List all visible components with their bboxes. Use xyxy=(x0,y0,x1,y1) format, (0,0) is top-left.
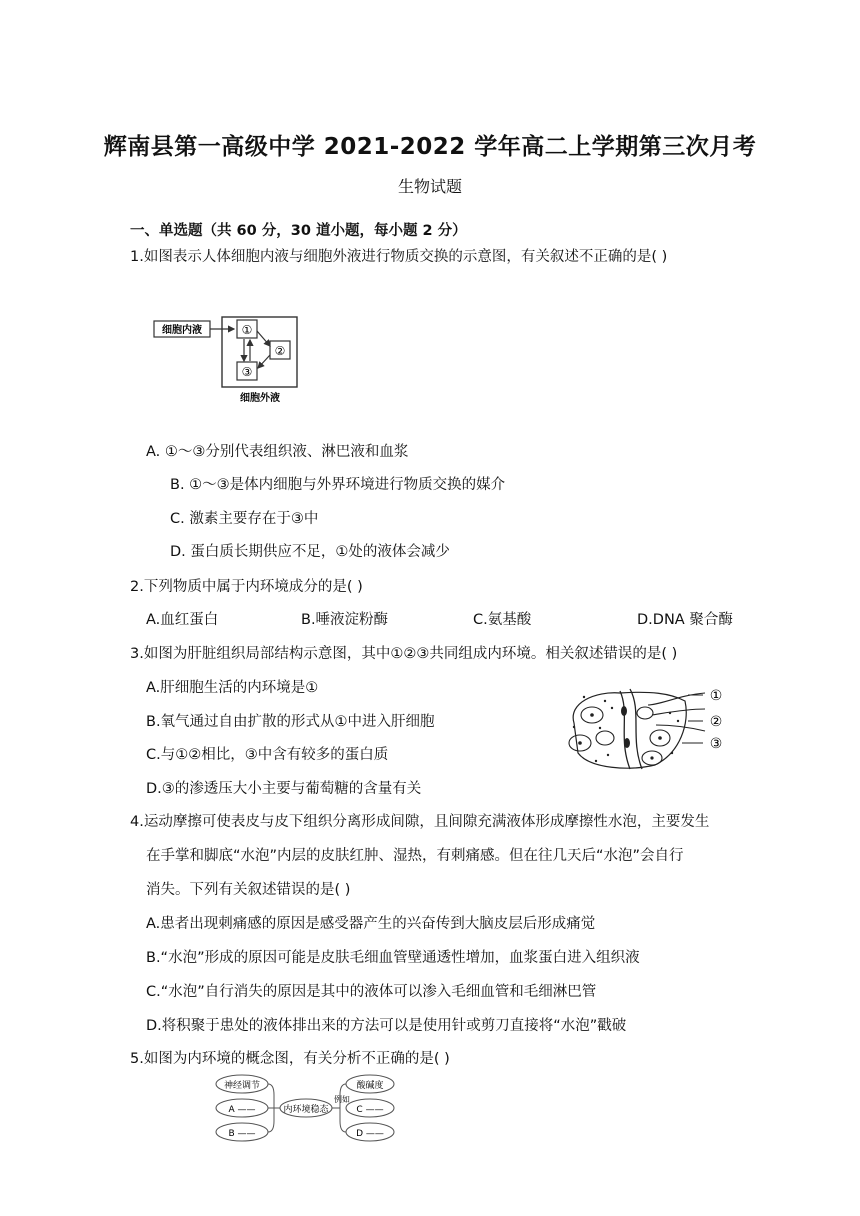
q1-option-a: A. ①～③分别代表组织液、淋巴液和血浆 xyxy=(146,444,409,460)
q4-option-d: D.将积聚于患处的液体排出来的方法可以是使用针或剪刀直接将“水泡”戳破 xyxy=(146,1018,627,1034)
question-5-stem: 5.如图为内环境的概念图，有关分析不正确的是( ) xyxy=(130,1051,450,1067)
q2-option-d: D.DNA 聚合酶 xyxy=(637,612,733,628)
q5-fig-center: 内环境稳态 xyxy=(283,1105,329,1115)
q4-option-a: A.患者出现刺痛感的原因是感受器产生的兴奋传到大脑皮层后形成痛觉 xyxy=(146,916,596,932)
q3-option-d: D.③的渗透压大小主要与葡萄糖的含量有关 xyxy=(146,781,422,797)
q1-fig-node-2: ② xyxy=(274,344,286,358)
q4-option-b: B.“水泡”形成的原因可能是皮肤毛细血管壁通透性增加，血浆蛋白进入组织液 xyxy=(146,950,640,966)
section-heading: 一、单选题（共 60 分，30 道小题，每小题 2 分） xyxy=(130,223,467,239)
q3-fig-label-2: ② xyxy=(709,714,723,730)
q5-fig-left-1: 神经调节 xyxy=(223,1081,261,1091)
q5-fig-right-3: D —— xyxy=(356,1129,384,1139)
q5-fig-left-3: B —— xyxy=(228,1129,256,1139)
q1-exchange-diagram xyxy=(152,313,302,405)
q4-option-c: C.“水泡”自行消失的原因是其中的液体可以渗入毛细血管和毛细淋巴管 xyxy=(146,984,597,1000)
q5-concept-map xyxy=(212,1073,402,1143)
question-4-stem-line-2: 在手掌和脚底“水泡”内层的皮肤红肿、湿热，有刺痛感。但在往几天后“水泡”会自行 xyxy=(146,848,684,864)
q1-fig-node-1: ① xyxy=(241,323,253,337)
question-3-stem: 3.如图为肝脏组织局部结构示意图，其中①②③共同组成内环境。相关叙述错误的是( ) xyxy=(130,646,678,662)
q3-fig-label-1: ① xyxy=(709,688,723,704)
q1-option-b: B. ①～③是体内细胞与外界环境进行物质交换的媒介 xyxy=(170,477,506,493)
question-4-stem-line-3: 消失。下列有关叙述错误的是( ) xyxy=(146,882,351,898)
question-4-stem-line-1: 4.运动摩擦可使表皮与皮下组织分离形成间隙，且间隙充满液体形成摩擦性水泡，主要发生 xyxy=(130,814,710,830)
question-1-stem: 1.如图表示人体细胞内液与细胞外液进行物质交换的示意图，有关叙述不正确的是( ) xyxy=(130,249,668,265)
q5-fig-right-1: 酸碱度 xyxy=(356,1081,384,1091)
q3-liver-tissue-diagram xyxy=(560,683,730,773)
q2-option-b: B.唾液淀粉酶 xyxy=(301,612,389,628)
q5-fig-example: 例如 xyxy=(334,1095,350,1104)
q2-option-a: A.血红蛋白 xyxy=(146,612,219,628)
q1-option-d: D. 蛋白质长期供应不足，①处的液体会减少 xyxy=(170,544,450,560)
q5-fig-right-2: C —— xyxy=(356,1105,384,1115)
question-2-stem: 2.下列物质中属于内环境成分的是( ) xyxy=(130,579,363,595)
q3-option-b: B.氧气通过自由扩散的形式从①中进入肝细胞 xyxy=(146,714,435,730)
q1-fig-node-3: ③ xyxy=(241,365,253,379)
q1-fig-left-box: 细胞内液 xyxy=(162,325,202,336)
q3-fig-label-3: ③ xyxy=(709,736,723,752)
exam-title: 辉南县第一高级中学 2021-2022 学年高二上学期第三次月考 xyxy=(103,134,757,160)
q1-fig-caption: 细胞外液 xyxy=(240,393,280,404)
q3-option-c: C.与①②相比，③中含有较多的蛋白质 xyxy=(146,747,389,763)
q3-option-a: A.肝细胞生活的内环境是① xyxy=(146,680,319,696)
q1-option-c: C. 激素主要存在于③中 xyxy=(170,511,319,527)
q2-option-c: C.氨基酸 xyxy=(473,612,532,628)
exam-subtitle: 生物试题 xyxy=(397,177,462,196)
q5-fig-left-2: A —— xyxy=(228,1105,256,1115)
